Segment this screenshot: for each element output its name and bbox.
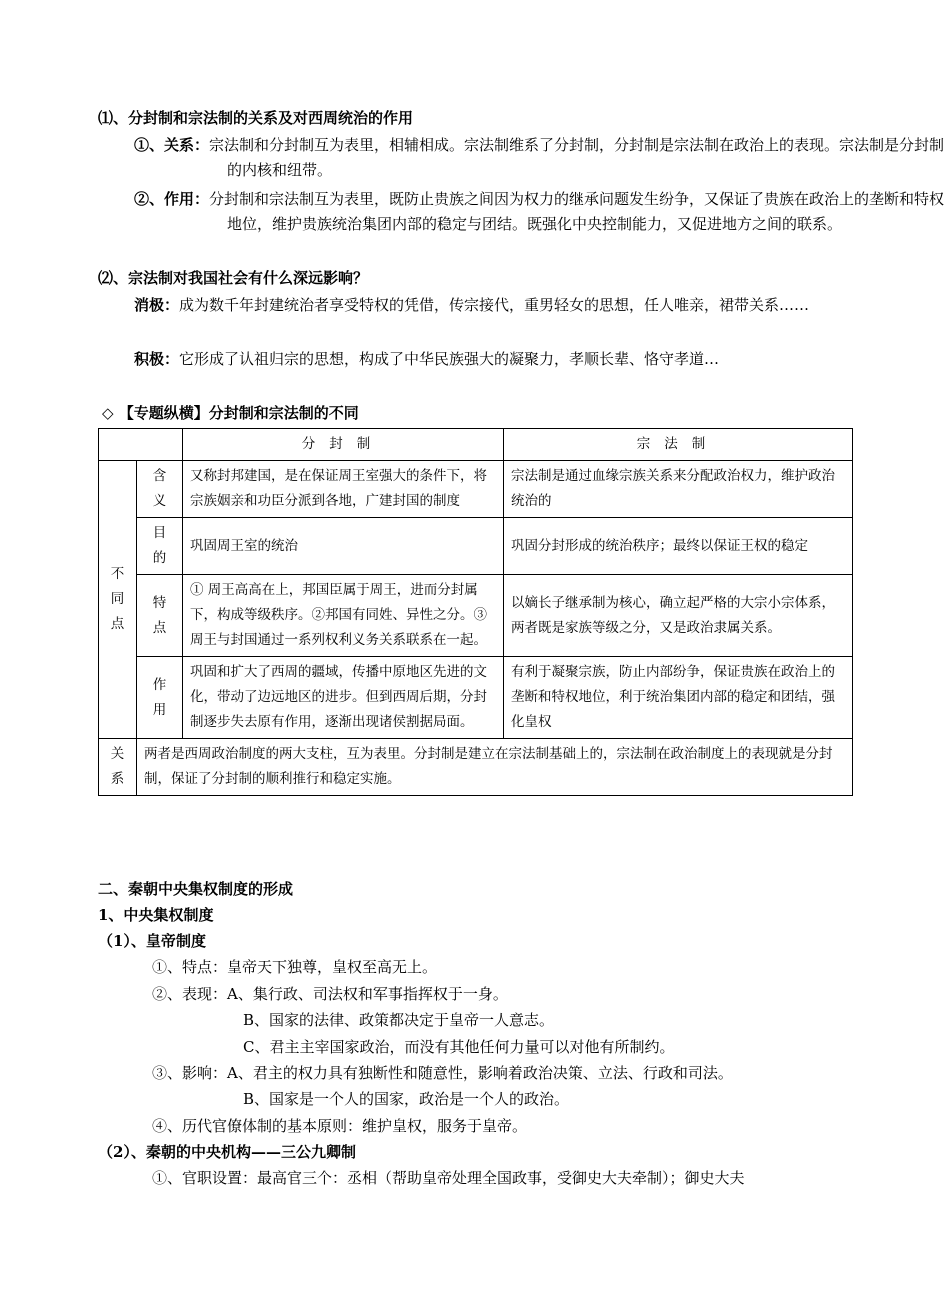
relation-paragraph [134,133,947,183]
comparison-table [98,428,853,796]
relation-label-cell: 关系 [99,739,137,796]
row-label-cell: 含义 [137,461,183,518]
principle-line: ④、历代官僚体制的基本原则：维护皇权，服务于皇帝。 [152,1117,528,1135]
positive-text: 它形成了认祖归宗的思想，构成了中华民族强大的凝聚力，孝顺长辈、恪守孝道… [179,350,720,368]
subheading-central-power: 1、中央集权制度 [98,906,214,924]
table-row [99,657,853,739]
zongfa-cell: 巩固分封形成的统治秩序；最终以保证王权的稳定 [504,518,853,575]
manifestation-line-c: C、君主主宰国家政治，而没有其他任何力量可以对他有所制约。 [243,1038,675,1056]
section-heading-1: ⑴、分封制和宗法制的关系及对西周统治的作用 [98,109,414,127]
positive-paragraph [134,347,909,372]
part2-heading: 二、秦朝中央集权制度的形成 [98,880,294,898]
fenfeng-cell: 又称封邦建国，是在保证周王室强大的条件下，将宗族姻亲和功臣分派到各地，广建封国的制度 [183,461,504,518]
officials-line: ①、官职设置：最高官三个：丞相（帮助皇帝处理全国政事，受御史大夫牵制）；御史大夫 [152,1169,745,1187]
fenfeng-cell: 巩固周王室的统治 [183,518,504,575]
effect-paragraph [134,187,947,237]
manifestation-line-a: ②、表现：A、集行政、司法权和军事指挥权于一身。 [152,985,508,1003]
header-zongfa: 宗法制 [504,429,853,461]
header-fenfeng: 分封制 [183,429,504,461]
influence-line-a: ③、影响：A、君主的权力具有独断性和随意性，影响着政治决策、立法、行政和司法。 [152,1064,733,1082]
effect-text: 分封制和宗法制互为表里，既防止贵族之间因为权力的继承问题发生纷争，又保证了贵族在政治上的垄断和特权地位，维护贵族统治集团内部的稳定与团结。既强化中央控制能力，又促进地方之间的联系。 [209,190,945,233]
section-heading-2: ⑵、宗法制对我国社会有什么深远影响？ [98,269,369,287]
row-label-cell: 作用 [137,657,183,739]
negative-paragraph [134,293,909,318]
negative-label: 消极： [134,296,180,314]
group-cell-differences [99,461,137,739]
table-header-row [99,429,853,461]
table-row [99,575,853,657]
relation-text: 宗法制和分封制互为表里，相辅相成。宗法制维系了分封制，分封制是宗法制在政治上的表现。宗法制是分封制的内核和纽带。 [209,136,945,179]
influence-line-b: B、国家是一个人的国家，政治是一个人的政治。 [243,1090,570,1108]
row-label-cell: 目的 [137,518,183,575]
zongfa-cell: 有利于凝聚宗族，防止内部纷争，保证贵族在政治上的垄断和特权地位，利于统治集团内部的稳定和团结，强化皇权 [504,657,853,739]
feature-line: ①、特点：皇帝天下独尊，皇权至高无上。 [152,958,438,976]
table-row-relation [99,739,853,796]
zongfa-cell: 以嫡长子继承制为核心，确立起严格的大宗小宗体系，两者既是家族等级之分，又是政治隶属关系。 [504,575,853,657]
table-corner-cell [99,429,183,461]
negative-text: 成为数千年封建统治者享受特权的凭借，传宗接代，重男轻女的思想，任人唯亲，裙带关系…… [179,296,810,314]
group-label: 不同点 [110,566,125,632]
row-label-cell: 特点 [137,575,183,657]
zongfa-cell: 宗法制是通过血缘宗族关系来分配政治权力，维护政治统治的 [504,461,853,518]
positive-label: 积极： [134,350,180,368]
relation-label: ①、关系： [134,136,210,154]
fenfeng-cell: 巩固和扩大了西周的疆域，传播中原地区先进的文化，带动了边远地区的进步。但到西周后期，分封制逐步失去原有作用，逐渐出现诸侯割据局面。 [183,657,504,739]
subheading-three-lords: （2）、秦朝的中央机构——三公九卿制 [98,1143,356,1161]
fenfeng-cell: ① 周王高高在上，邦国臣属于周王，进而分封属下，构成等级秩序。②邦国有同姓、异性之分。③周王与封国通过一系列权利义务关系联系在一起。 [183,575,504,657]
table-row [99,518,853,575]
subheading-emperor-system: （1）、皇帝制度 [98,932,206,950]
compare-title: ◇ 【专题纵横】分封制和宗法制的不同 [102,404,359,422]
effect-label: ②、作用： [134,190,210,208]
table-row [99,461,853,518]
manifestation-line-b: B、国家的法律、政策都决定于皇帝一人意志。 [243,1011,555,1029]
relation-cell: 两者是西周政治制度的两大支柱，互为表里。分封制是建立在宗法制基础上的，宗法制在政治制度上的表现就是分封制，保证了分封制的顺利推行和稳定实施。 [137,739,853,796]
